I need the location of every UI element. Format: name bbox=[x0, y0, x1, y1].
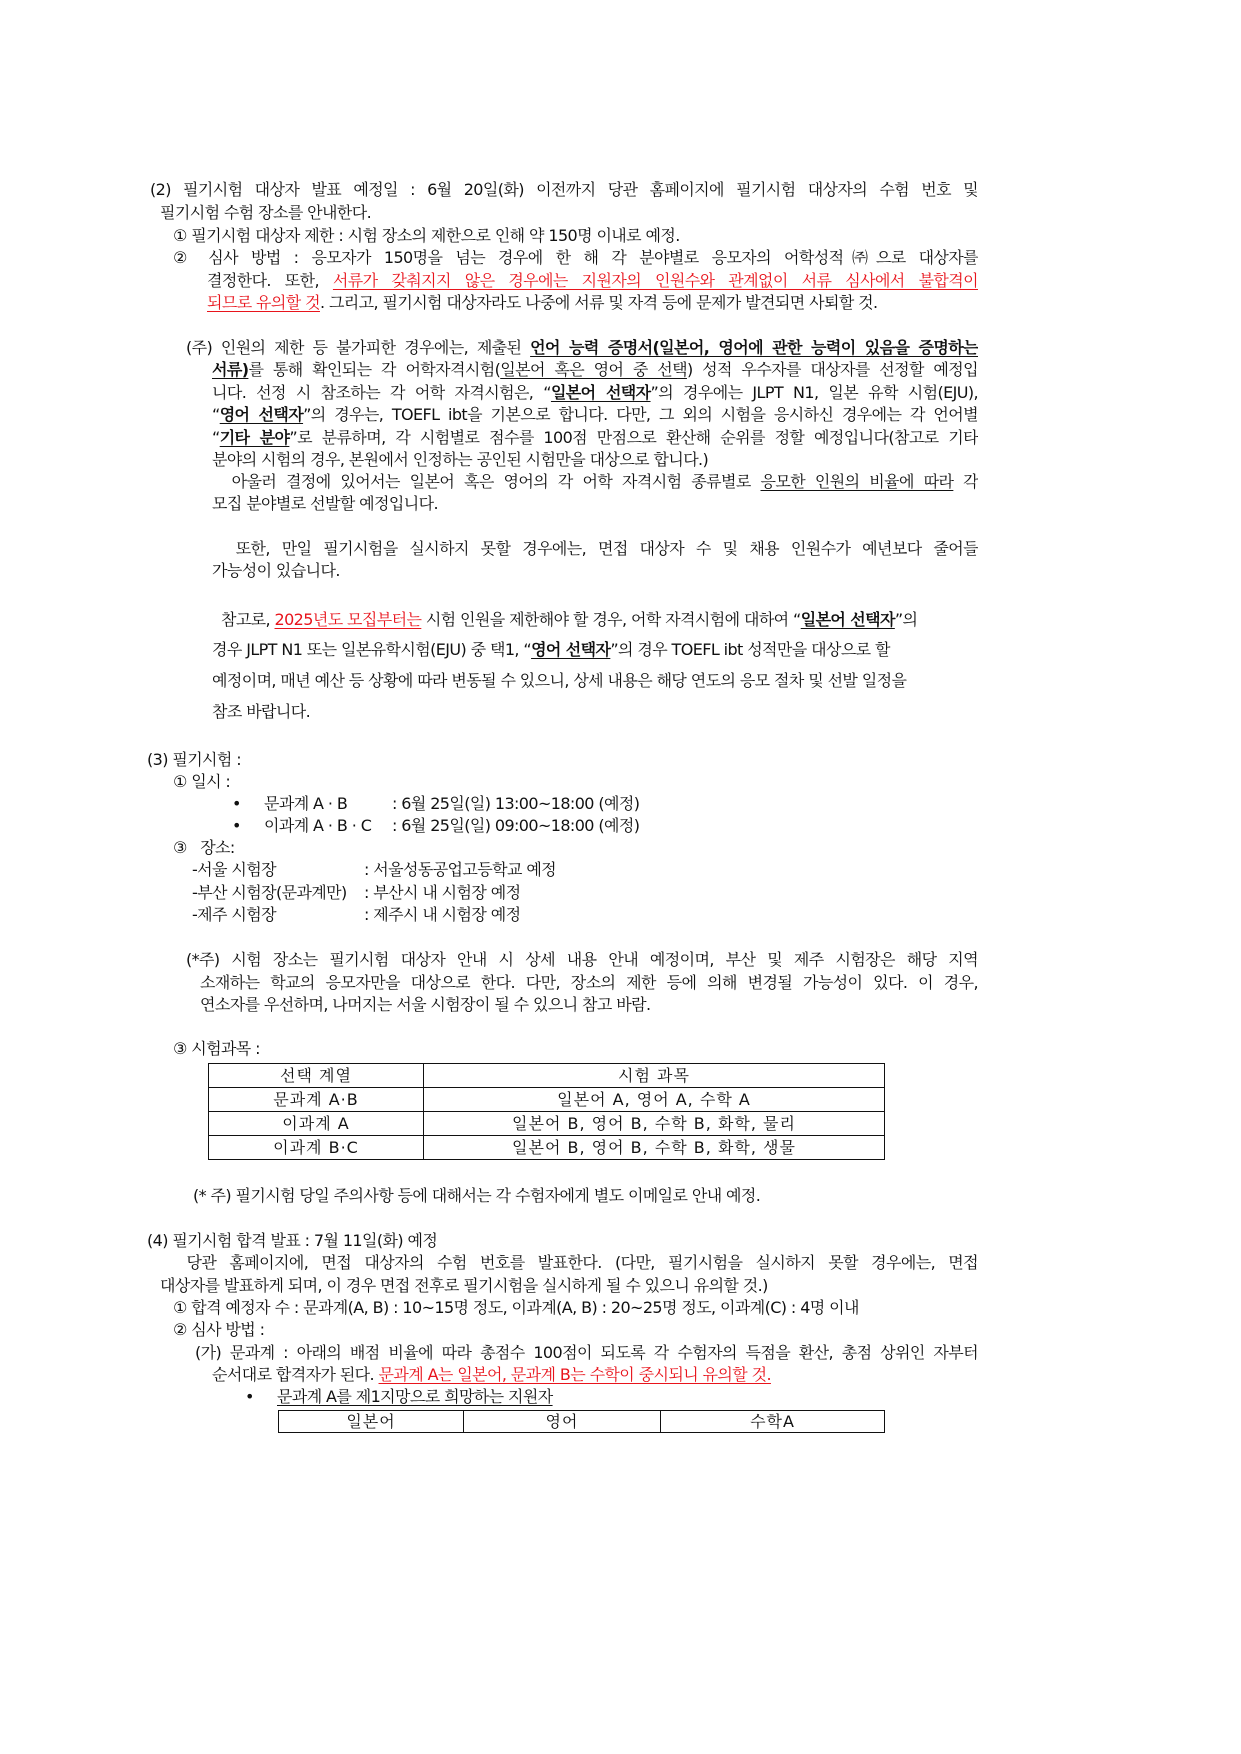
text: 니다. 선정 시 참조하는 각 어학 자격시험은, “ bbox=[212, 383, 551, 402]
note-line-6: 분야의 시험의 경우, 본원에서 인정하는 공인된 시험만을 대상으로 합니다.) bbox=[212, 450, 709, 469]
place-row bbox=[192, 882, 520, 904]
emphasis: 영어 선택자 bbox=[219, 405, 304, 424]
bullet-icon: • bbox=[232, 816, 241, 835]
emphasis: 일본어 혹은 영어 중 선택 bbox=[500, 360, 687, 379]
value: 6월 25일(일) 13:00~18:00 (예정) bbox=[401, 794, 640, 813]
pass-count: ① 합격 예정자 수 : 문과계(A, B) : 10~15명 정도, 이과계(A, B) : 20~25명 정도, 이과계(C) : 4명 이내 bbox=[173, 1298, 859, 1317]
date-row bbox=[232, 793, 639, 815]
sub-heading-text: 문과계 A를 제1지망으로 희망하는 지원자 bbox=[277, 1387, 553, 1406]
date-label: ① 일시 : bbox=[173, 772, 231, 791]
place-value: : 제주시 내 시험장 예정 bbox=[364, 905, 521, 924]
text: ”의 경우 TOEFL ibt 성적만을 대상으로 할 bbox=[610, 640, 890, 659]
emphasis: 응모한 인원의 비율에 따라 bbox=[760, 472, 954, 491]
table-cell: 이과계 B·C bbox=[209, 1136, 424, 1160]
warning-text: 서류가 갖춰지지 않은 경우에는 지원자의 인원수와 관계없이 서류 심사에서 불합격이 bbox=[332, 271, 978, 290]
note-c-line-2 bbox=[212, 639, 890, 661]
text: 시험 인원을 제한해야 할 경우, 어학 자격시험에 대하여 “ bbox=[421, 610, 801, 629]
bullet-icon: • bbox=[232, 794, 241, 813]
text: 각 bbox=[953, 472, 978, 491]
sub-heading bbox=[245, 1386, 553, 1408]
subjects-table bbox=[208, 1063, 885, 1160]
table-cell: 이과계 A bbox=[209, 1112, 424, 1136]
value: 6월 25일(일) 09:00~18:00 (예정) bbox=[401, 816, 640, 835]
text: ”로 분류하며, 각 시험별로 점수를 100점 만점으로 환산해 순위를 정할 예정입니다(참고로 기타 bbox=[289, 428, 978, 447]
review-ga-line-2 bbox=[212, 1364, 771, 1386]
text: ”의 경우에는 JLPT N1, 일본 유학 시험(EJU), bbox=[650, 383, 978, 402]
place-note-line-2: 소재하는 학교의 응모자만을 대상으로 한다. 다만, 장소의 제한 등에 의해 변경될 가능성이 있다. 이 경우, bbox=[200, 973, 978, 992]
subjects-label: ③ 시험과목 : bbox=[173, 1039, 260, 1058]
exam-note: (* 주) 필기시험 당일 주의사항 등에 대해서는 각 수험자에게 별도 이메일로 안내 예정. bbox=[193, 1186, 761, 1205]
text: “ bbox=[212, 428, 220, 447]
note-line-4 bbox=[212, 404, 978, 426]
warning-text: 문과계 A는 일본어, 문과계 B는 수학이 중시되니 유의할 것. bbox=[378, 1365, 771, 1384]
bullet-icon: • bbox=[245, 1387, 254, 1406]
section-4-para-line-2: 대상자를 발표하게 되며, 이 경우 면접 전후로 필기시험을 실시하게 될 수 있으니 유의할 것.) bbox=[160, 1276, 768, 1295]
note-line-8: 모집 분야별로 선발할 예정입니다. bbox=[212, 494, 438, 513]
sep: : bbox=[392, 794, 397, 813]
table-cell: 일본어 B, 영어 B, 수학 B, 화학, 물리 bbox=[424, 1112, 885, 1136]
emphasis: 일본어 선택자 bbox=[800, 610, 895, 629]
note-line-1 bbox=[186, 337, 978, 359]
table-row bbox=[209, 1136, 885, 1160]
group: 이과계 A · B · C bbox=[264, 816, 372, 835]
text: “ bbox=[212, 405, 220, 424]
place-name: -제주 시험장 bbox=[192, 905, 276, 924]
note-c-line-4: 참조 바랍니다. bbox=[212, 702, 311, 721]
text: ”의 bbox=[894, 610, 918, 629]
warning-text: 되므로 유의할 것 bbox=[207, 293, 320, 312]
section-2-item-1: ① 필기시험 대상자 제한 : 시험 장소의 제한으로 인해 약 150명 이내로 예정. bbox=[173, 226, 680, 245]
place-row bbox=[192, 859, 556, 881]
note-line-5 bbox=[212, 427, 978, 449]
emphasis: 서류) bbox=[212, 360, 249, 379]
section-4-title: (4) 필기시험 합격 발표 : 7월 11일(화) 예정 bbox=[147, 1231, 438, 1250]
section-2-line-2: 필기시험 수험 장소를 안내한다. bbox=[160, 203, 372, 222]
section-2-item-2-line-1: ② 심사 방법 : 응모자가 150명을 넘는 경우에 한 해 각 분야별로 응모자의 어학성적㈜으로 대상자를 bbox=[173, 248, 978, 267]
header-cell: 영어 bbox=[464, 1411, 661, 1433]
place-label: ③ 장소: bbox=[173, 838, 235, 857]
table-header-row bbox=[209, 1064, 885, 1088]
section-4-para-line-1: 당관 홈페이지에, 면접 대상자의 수험 번호를 발표한다. (다만, 필기시험을 실시하지 못할 경우에는, 면접 bbox=[160, 1253, 978, 1272]
text: 순서대로 합격자가 된다. bbox=[212, 1365, 379, 1384]
table-header-row bbox=[279, 1411, 885, 1433]
section-2-line-1: (2) 필기시험 대상자 발표 예정일 : 6월 20일(화) 이전까지 당관 홈페이지에 필기시험 대상자의 수험 번호 및 bbox=[150, 180, 978, 199]
note-b-line-1: 또한, 만일 필기시험을 실시하지 못할 경우에는, 면접 대상자 수 및 채용 인원수가 예년보다 줄어들 bbox=[212, 539, 978, 558]
header-cell: 일본어 bbox=[279, 1411, 464, 1433]
place-value: : 서울성동공업고등학교 예정 bbox=[364, 860, 557, 879]
section-2-item-2-line-3 bbox=[207, 292, 878, 314]
text: . 그리고, 필기시험 대상자라도 나중에 서류 및 자격 등에 문제가 발견되면 사퇴할 것. bbox=[319, 293, 878, 312]
text: 를 통해 확인되는 각 어학자격시험( bbox=[248, 360, 501, 379]
review-ga-line-1: (가) 문과계 : 아래의 배점 비율에 따라 총점수 100점이 되도록 각 수험자의 득점을 환산, 총점 상위인 자부터 bbox=[195, 1343, 978, 1362]
table-cell: 문과계 A·B bbox=[209, 1088, 424, 1112]
section-3-title: (3) 필기시험 : bbox=[147, 750, 242, 769]
text: 참고로, bbox=[212, 610, 275, 629]
emphasis: 일본어 선택자 bbox=[550, 383, 651, 402]
table-cell: 일본어 A, 영어 A, 수학 A bbox=[424, 1088, 885, 1112]
text: 결정한다. 또한, bbox=[207, 271, 333, 290]
place-name: -부산 시험장(문과계만) bbox=[192, 883, 347, 902]
review-method-label: ② 심사 방법 : bbox=[173, 1320, 265, 1339]
table-row bbox=[209, 1088, 885, 1112]
section-2-item-2-line-2 bbox=[207, 270, 978, 292]
place-value: : 부산시 내 시험장 예정 bbox=[364, 883, 521, 902]
weight-table bbox=[278, 1410, 885, 1433]
emphasis: 기타 분야 bbox=[219, 428, 290, 447]
text: ) 성적 우수자를 대상자를 선정할 예정입 bbox=[686, 360, 978, 379]
place-note-line-3: 연소자를 우선하며, 나머지는 서울 시험장이 될 수 있으니 참고 바람. bbox=[200, 995, 651, 1014]
note-line-7 bbox=[212, 471, 978, 493]
note-c-line-3: 예정이며, 매년 예산 등 상황에 따라 변동될 수 있으니, 상세 내용은 해당 연도의 응모 절차 및 선발 일정을 bbox=[212, 671, 907, 690]
group: 문과계 A · B bbox=[264, 794, 348, 813]
emphasis: 언어 능력 증명서(일본어, 영어에 관한 능력이 있음을 증명하는 bbox=[530, 338, 978, 357]
header-cell: 선택 계열 bbox=[209, 1064, 424, 1088]
text: (주) 인원의 제한 등 불가피한 경우에는, 제출된 bbox=[186, 338, 531, 357]
sep: : bbox=[392, 816, 397, 835]
table-cell: 일본어 B, 영어 B, 수학 B, 화학, 생물 bbox=[424, 1136, 885, 1160]
place-row bbox=[192, 904, 520, 926]
emphasis: 영어 선택자 bbox=[531, 640, 611, 659]
note-b-line-2: 가능성이 있습니다. bbox=[212, 561, 340, 580]
table-row bbox=[209, 1112, 885, 1136]
note-c-line-1 bbox=[212, 609, 917, 631]
date-row bbox=[232, 815, 639, 837]
header-cell: 수학A bbox=[661, 1411, 885, 1433]
text: 아울러 결정에 있어서는 일본어 혹은 영어의 각 어학 자격시험 종류별로 bbox=[212, 472, 761, 491]
text: ”의 경우는, TOEFL ibt을 기본으로 합니다. 다만, 그 외의 시험을 응시하신 경우에는 각 언어별 bbox=[303, 405, 978, 424]
note-line-2 bbox=[212, 359, 978, 381]
place-note-line-1: (*주) 시험 장소는 필기시험 대상자 안내 시 상세 내용 안내 예정이며, 부산 및 제주 시험장은 해당 지역 bbox=[186, 950, 978, 969]
header-cell: 시험 과목 bbox=[424, 1064, 885, 1088]
place-name: -서울 시험장 bbox=[192, 860, 276, 879]
text: 경우 JLPT N1 또는 일본유학시험(EJU) 중 택1, “ bbox=[212, 640, 532, 659]
highlight-year: 2025년도 모집부터는 bbox=[274, 610, 422, 629]
note-line-3 bbox=[212, 382, 978, 404]
